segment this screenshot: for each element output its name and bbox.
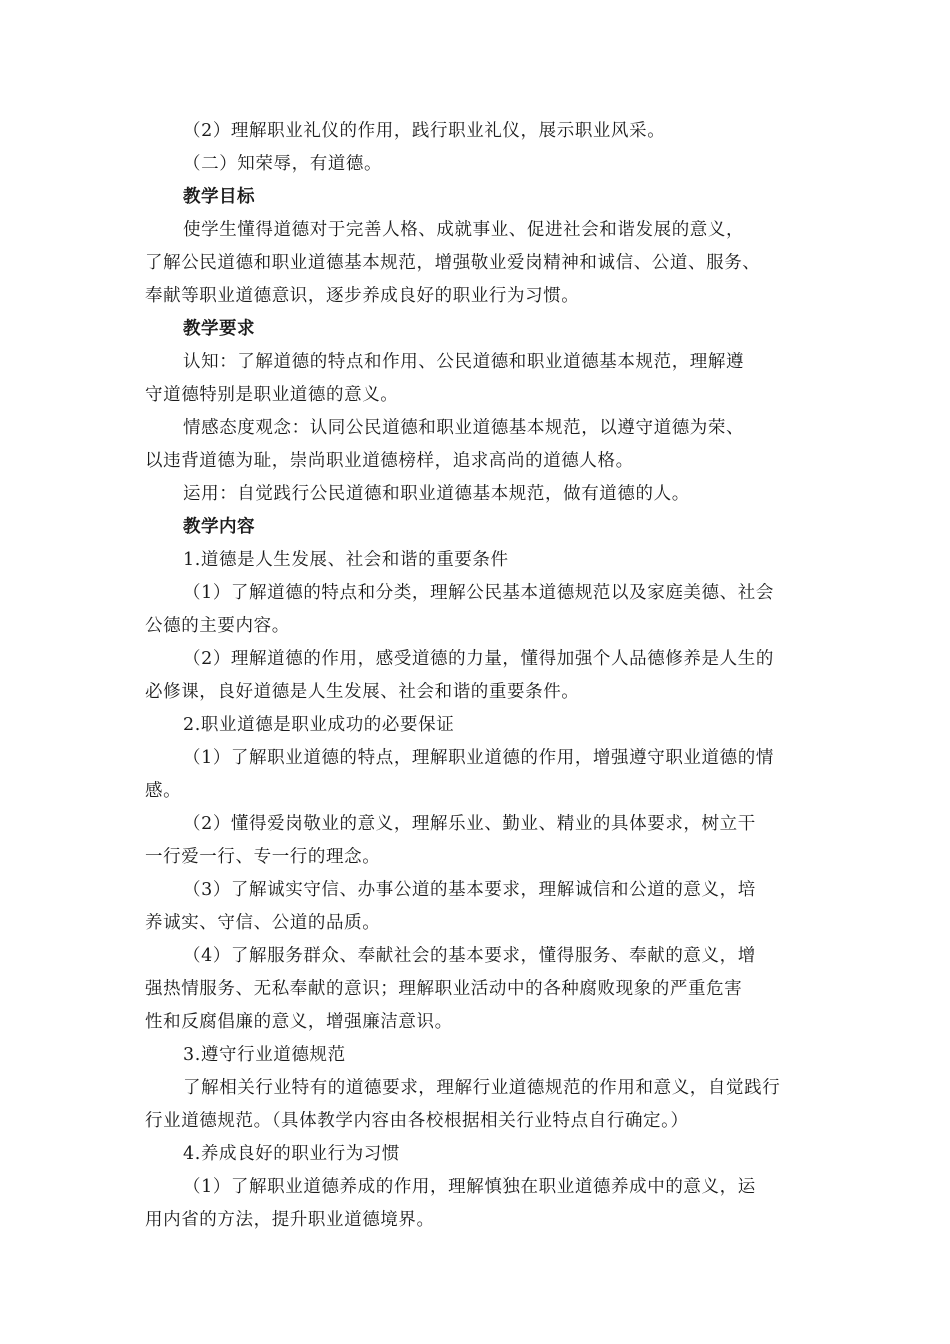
cognition-line-1: 认知：了解道德的特点和作用、公民道德和职业道德基本规范，理解遵: [183, 352, 745, 372]
content-2-3-line-1: （3）了解诚实守信、办事公道的基本要求，理解诚信和公道的意义，培: [183, 880, 756, 900]
content-1-title: 1.道德是人生发展、社会和谐的重要条件: [183, 550, 509, 570]
content-3-line-1: 了解相关行业特有的道德要求，理解行业道德规范的作用和意义，自觉践行: [183, 1078, 781, 1098]
content-2-3-line-2: 养诚实、守信、公道的品质。: [145, 913, 381, 933]
content-2-4-line-2: 强热情服务、无私奉献的意识；理解职业活动中的各种腐败现象的严重危害: [145, 979, 743, 999]
content-2-1-line-1: （1）了解职业道德的特点，理解职业道德的作用，增强遵守职业道德的情: [183, 748, 774, 768]
cognition-line-2: 守道德特别是职业道德的意义。: [145, 385, 399, 405]
application-line: 运用：自觉践行公民道德和职业道德基本规范，做有道德的人。: [183, 484, 690, 504]
content-4-1-line-1: （1）了解职业道德养成的作用，理解慎独在职业道德养成中的意义，运: [183, 1177, 756, 1197]
content-4-1-line-2: 用内省的方法，提升职业道德境界。: [145, 1210, 435, 1230]
goals-line-3: 奉献等职业道德意识，逐步养成良好的职业行为习惯。: [145, 286, 580, 306]
attitude-line-1: 情感态度观念：认同公民道德和职业道德基本规范，以遵守道德为荣、: [183, 418, 745, 438]
content-1-1-line-2: 公德的主要内容。: [145, 616, 290, 636]
content-2-2-line-1: （2）懂得爱岗敬业的意义，理解乐业、勤业、精业的具体要求，树立干: [183, 814, 756, 834]
content-2-2-line-2: 一行爱一行、专一行的理念。: [145, 847, 381, 867]
content-3-title: 3.遵守行业道德规范: [183, 1045, 346, 1065]
content-1-1-line-1: （1）了解道德的特点和分类，理解公民基本道德规范以及家庭美德、社会: [183, 583, 774, 603]
goals-line-1: 使学生懂得道德对于完善人格、成就事业、促进社会和谐发展的意义，: [183, 220, 745, 240]
content-2-title: 2.职业道德是职业成功的必要保证: [183, 715, 455, 735]
section-honor-morality: （二）知荣辱，有道德。: [183, 154, 383, 174]
content-2-4-line-3: 性和反腐倡廉的意义，增强廉洁意识。: [145, 1012, 453, 1032]
content-1-2-line-2: 必修课，良好道德是人生发展、社会和谐的重要条件。: [145, 682, 580, 702]
heading-teaching-goals: 教学目标: [183, 187, 255, 207]
attitude-line-2: 以违背道德为耻，崇尚职业道德榜样，追求高尚的道德人格。: [145, 451, 634, 471]
content-3-line-2: 行业道德规范。（具体教学内容由各校根据相关行业特点自行确定。）: [145, 1111, 689, 1131]
content-4-title: 4.养成良好的职业行为习惯: [183, 1144, 400, 1164]
heading-teaching-content: 教学内容: [183, 517, 255, 537]
content-1-2-line-1: （2）理解道德的作用，感受道德的力量，懂得加强个人品德修养是人生的: [183, 649, 774, 669]
content-2-4-line-1: （4）了解服务群众、奉献社会的基本要求，懂得服务、奉献的意义，增: [183, 946, 756, 966]
heading-teaching-requirements: 教学要求: [183, 319, 255, 339]
item-2-etiquette: （2）理解职业礼仪的作用，践行职业礼仪，展示职业风采。: [183, 121, 666, 141]
goals-line-2: 了解公民道德和职业道德基本规范，增强敬业爱岗精神和诚信、公道、服务、: [145, 253, 761, 273]
content-2-1-line-2: 感。: [145, 781, 182, 801]
